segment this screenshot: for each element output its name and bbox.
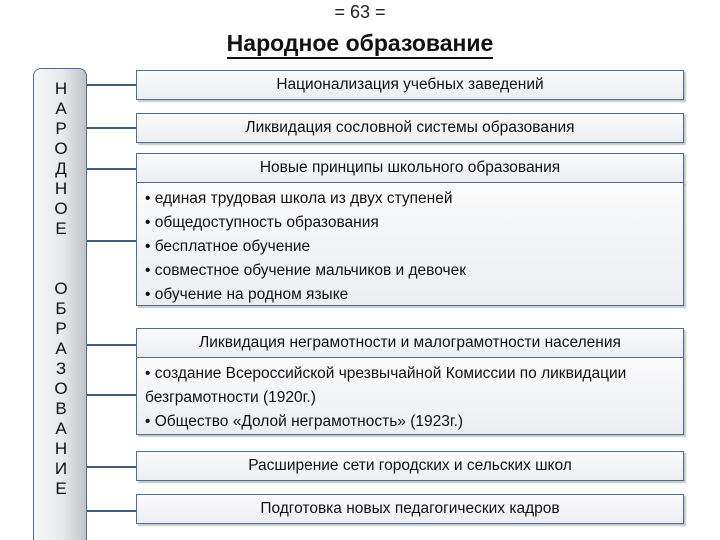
vertical-letter: О (54, 379, 68, 398)
connector-line (87, 84, 136, 86)
vertical-letter: А (55, 419, 67, 438)
connector-line (87, 466, 136, 468)
list-item: • бесплатное обучение (145, 238, 311, 255)
vertical-letter: Р (55, 119, 67, 138)
list-item: • единая трудовая школа из двух ступеней (145, 190, 453, 207)
box-illiteracy: Ликвидация неграмотности и малограмотности населения (136, 328, 684, 358)
list-item: • создание Всероссийской чрезвычайной Комиссии по ликвидации безграмотности (1920г.) (145, 365, 627, 406)
list-item: • обучение на родном языке (145, 286, 349, 303)
vertical-letter: Н (54, 439, 68, 458)
vertical-letter: А (55, 99, 67, 118)
box-illiteracy-list (136, 357, 684, 435)
page-number: = 63 = (334, 2, 386, 22)
page-title-text: Народное образование (227, 30, 494, 59)
vertical-letter: Б (55, 299, 67, 318)
box-nationalization: Национализация учебных заведений (136, 70, 684, 100)
vertical-label-bar (33, 68, 87, 540)
vertical-letter: О (54, 279, 68, 298)
box-principles-list (136, 182, 684, 306)
box-teachers: Подготовка новых педагогических кадров (136, 494, 684, 524)
vertical-letter: Д (55, 159, 67, 178)
vertical-letter: З (55, 359, 67, 378)
connector-line (87, 394, 136, 396)
vertical-letter: Е (55, 219, 67, 238)
box-new-principles: Новые принципы школьного образования (136, 153, 684, 183)
connector-line (87, 510, 136, 512)
box-schools-network: Расширение сети городских и сельских школ (136, 451, 684, 481)
connector-line (87, 240, 136, 242)
vertical-letter: А (55, 339, 67, 358)
list-item: • Общество «Долой неграмотность» (1923г.) (145, 413, 464, 430)
connector-line (87, 127, 136, 129)
connector-line (87, 168, 136, 170)
vertical-letter: В (55, 399, 67, 418)
box-class-system: Ликвидация сословной системы образования (136, 113, 684, 143)
vertical-letter: Н (54, 179, 68, 198)
connector-line (87, 344, 136, 346)
page-title (0, 30, 720, 57)
vertical-letter: О (54, 199, 68, 218)
vertical-letter: Р (55, 319, 67, 338)
vertical-letter: И (54, 459, 68, 478)
vertical-letter: О (54, 139, 68, 158)
list-item: • совместное обучение мальчиков и девочек (145, 262, 466, 279)
list-item: • общедоступность образования (145, 214, 379, 231)
vertical-letter: Е (55, 479, 67, 498)
vertical-letter: Н (54, 79, 68, 98)
